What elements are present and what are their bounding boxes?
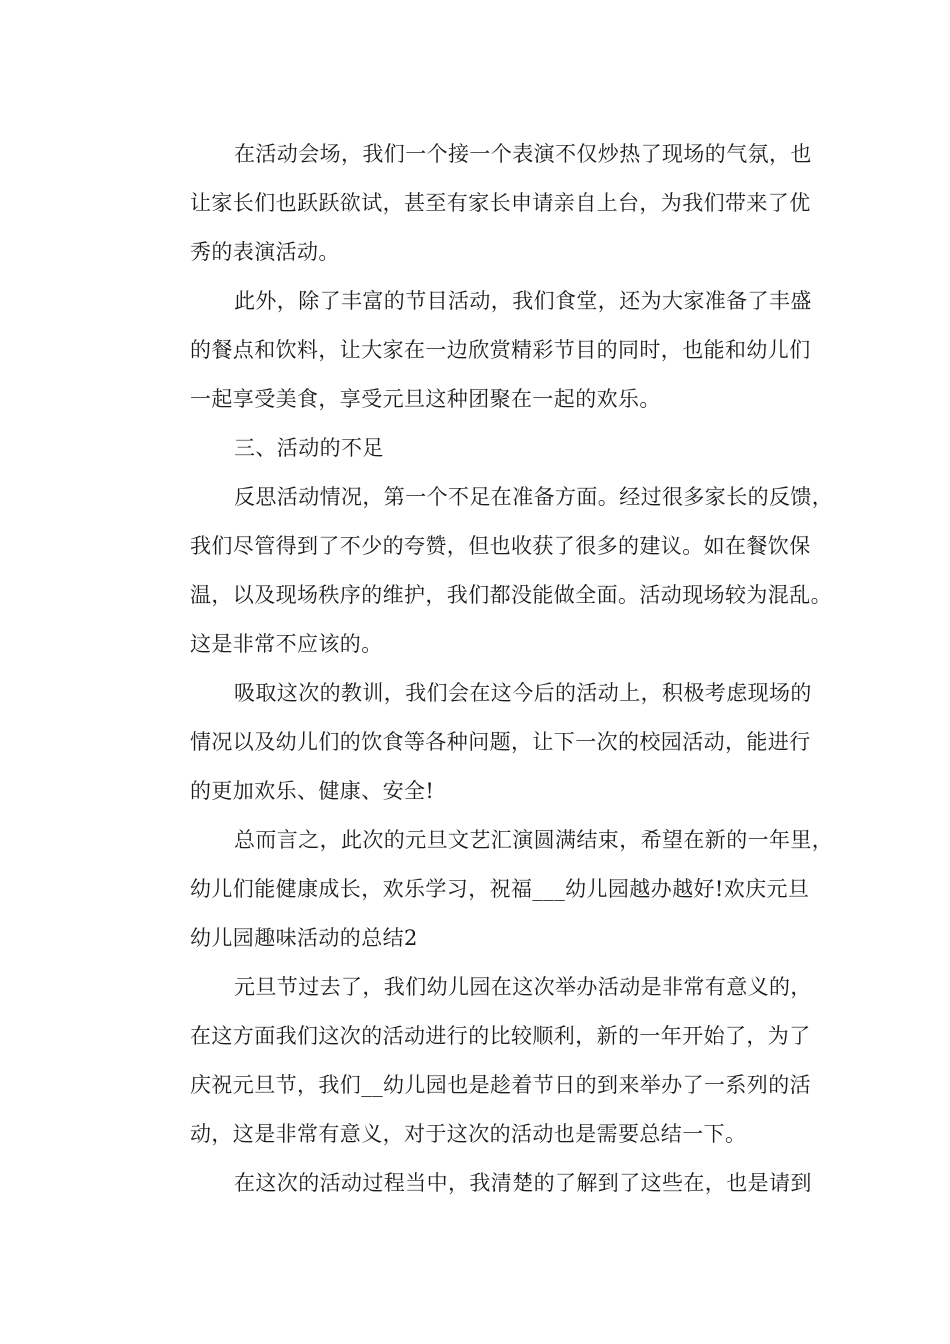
text-line: 在活动会场，我们一个接一个表演不仅炒热了现场的气氛，也 (234, 142, 812, 166)
section-heading (146, 424, 826, 473)
text-line: 我们尽管得到了不少的夸赞，但也收获了很多的建议。如在餐饮保 (190, 534, 811, 558)
paragraph (146, 963, 826, 1159)
text-line: 幼儿们能健康成长，欢乐学习，祝福___幼儿园越办越好!欢庆元旦 (190, 877, 810, 901)
paragraph (146, 1159, 826, 1208)
text-line: 让家长们也跃跃欲试，甚至有家长申请亲自上台，为我们带来了优 (190, 191, 811, 215)
paragraph (146, 669, 826, 816)
text-line: 幼儿园趣味活动的总结2 (190, 926, 418, 950)
text-line: 一起享受美食，享受元旦这种团聚在一起的欢乐。 (190, 387, 661, 411)
text-line: 这是非常不应该的。 (190, 632, 383, 656)
text-line: 在这次的活动过程当中，我清楚的了解到了这些在，也是请到 (234, 1171, 812, 1195)
document-body (146, 130, 834, 1208)
text-line: 温，以及现场秩序的维护，我们都没能做全面。活动现场较为混乱。 (190, 583, 832, 607)
paragraph (146, 277, 826, 424)
text-line: 情况以及幼儿们的饮食等各种问题，让下一次的校园活动，能进行 (190, 730, 811, 754)
section-heading-text: 三、活动的不足 (234, 436, 384, 460)
paragraph (146, 473, 834, 669)
text-line: 的更加欢乐、健康、安全! (190, 779, 435, 803)
text-line: 动，这是非常有意义，对于这次的活动也是需要总结一下。 (190, 1122, 747, 1146)
text-line: 秀的表演活动。 (190, 240, 340, 264)
paragraph (146, 130, 826, 277)
text-line: 的餐点和饮料，让大家在一边欣赏精彩节目的同时，也能和幼儿们 (190, 338, 811, 362)
text-line: 吸取这次的教训，我们会在这今后的活动上，积极考虑现场的 (234, 681, 812, 705)
text-line: 此外，除了丰富的节目活动，我们食堂，还为大家准备了丰盛 (234, 289, 812, 313)
text-line: 在这方面我们这次的活动进行的比较顺利，新的一年开始了，为了 (190, 1024, 811, 1048)
text-line: 元旦节过去了，我们幼儿园在这次举办活动是非常有意义的， (234, 975, 812, 999)
text-line: 庆祝元旦节，我们__幼儿园也是趁着节日的到来举办了一系列的活 (190, 1073, 811, 1097)
text-line: 反思活动情况，第一个不足在准备方面。经过很多家长的反馈， (234, 485, 834, 509)
text-line: 总而言之，此次的元旦文艺汇演圆满结束，希望在新的一年里， (234, 828, 834, 852)
paragraph (146, 816, 834, 963)
